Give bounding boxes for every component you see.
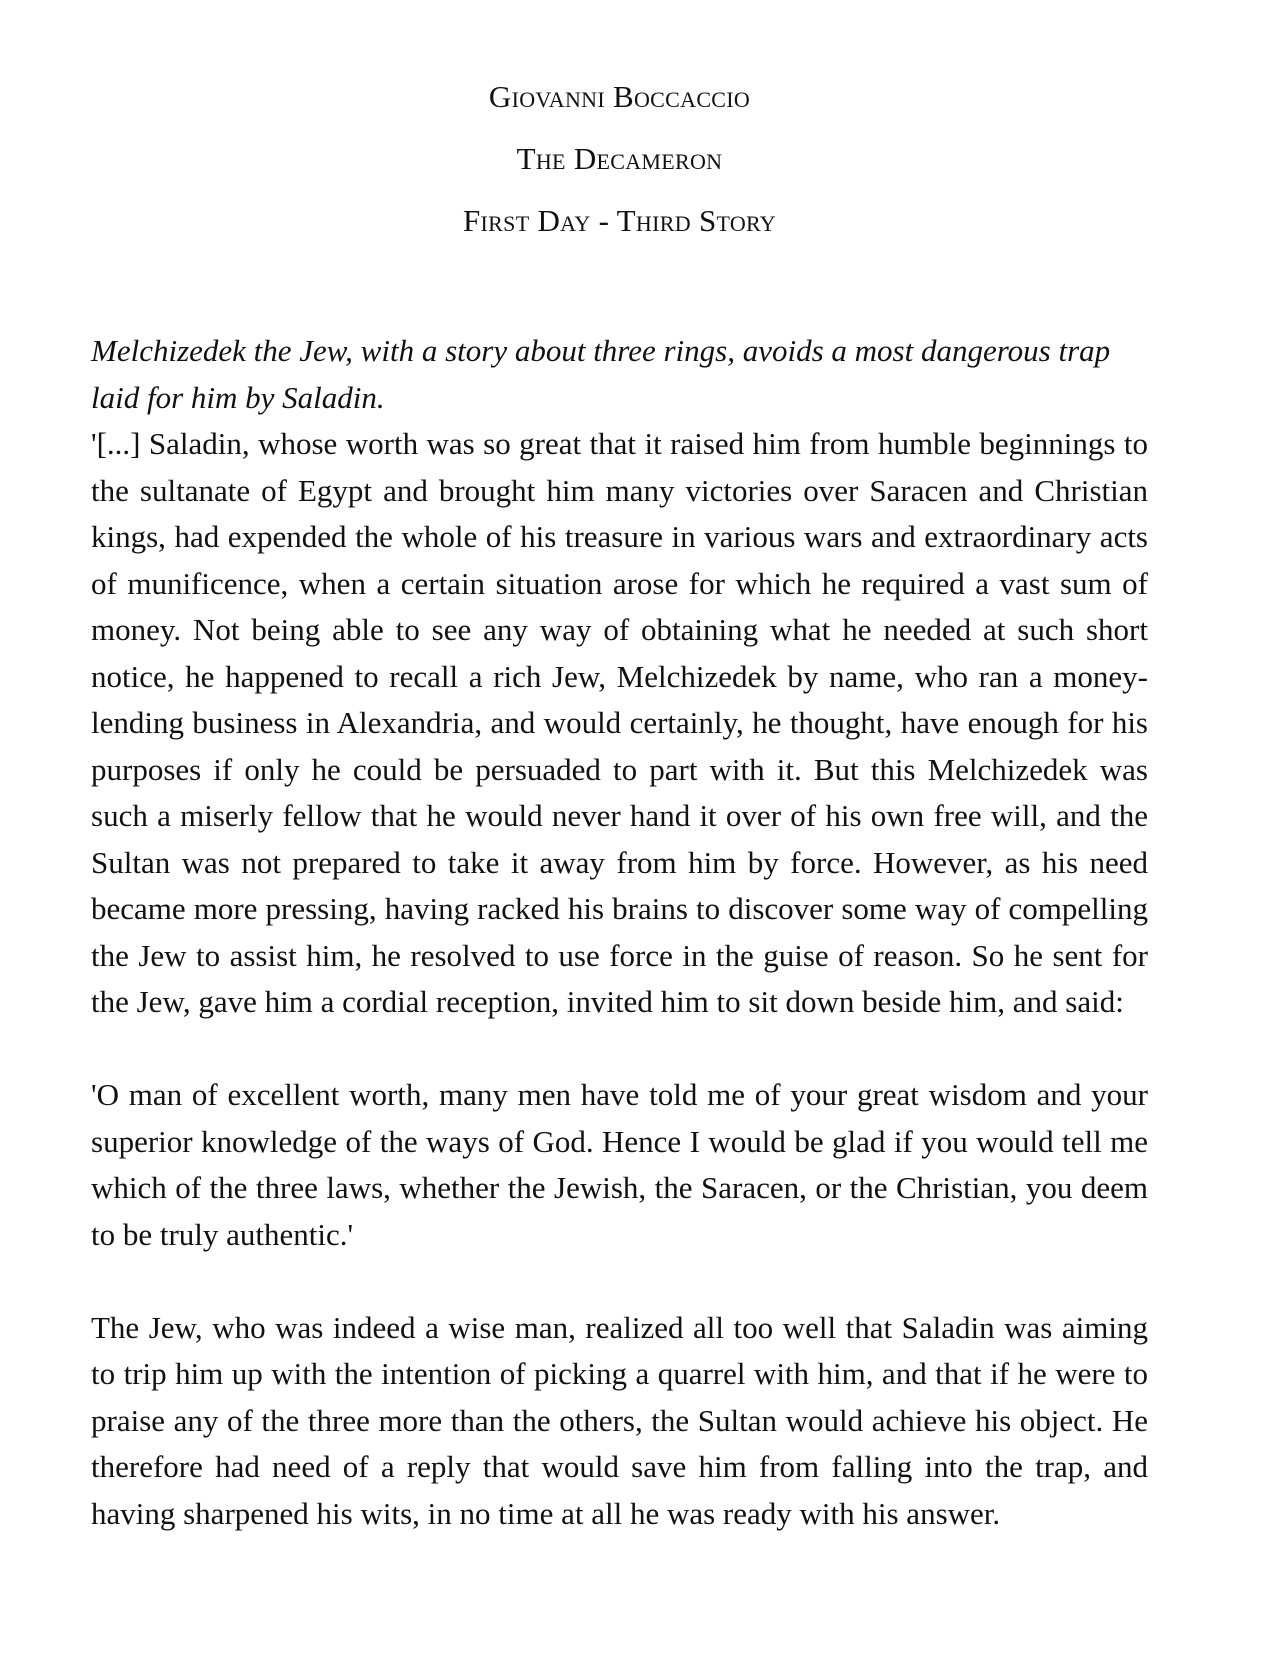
author-name: Giovanni Boccaccio <box>488 79 751 114</box>
section-title: First Day - Third Story <box>463 203 776 238</box>
story-text <box>91 328 1148 1537</box>
book-title: The Decameron <box>516 141 723 176</box>
paragraph-jew-reply: The Jew, who was indeed a wise man, realized all too well that Saladin was aiming to trip him up with the intention of picking a quarrel with him, and that if he were to praise any of the three more than the others, the Sultan would achieve his object. He therefore had need of a reply that would save him from falling into the trap, and having sharpened his wits, in no time at all he was ready with his answer. <box>91 1309 1148 1531</box>
document-page <box>91 0 1148 1537</box>
story-summary: Melchizedek the Jew, with a story about three rings, avoids a most dangerous trap laid for him by Saladin. <box>91 333 1111 415</box>
paragraph-saladin-intro: '[...] Saladin, whose worth was so great that it raised him from humble beginnings to the sultanate of Egypt and brought him many victories over Saracen and Christian kings, had expended the whole of his treasure in various wars and extraordinary acts of munificence, when a certain situation arose for which he required a vast sum of money. Not being able to see any way of obtaining what he needed at such short notice, he happened to recall a rich Jew, Melchizedek by name, who ran a money-lending business in Alexandria, and would certainly, he thought, have enough for his purposes if only he could be persuaded to part with it. But this Melchizedek was such a miserly fellow that he would never hand it over of his own free will, and the Sultan was not prepared to take it away from him by force. However, as his need became more pressing, having racked his brains to discover some way of compelling the Jew to assist him, he resolved to use force in the guise of reason. So he sent for the Jew, gave him a cordial reception, invited him to sit down beside him, and said: <box>91 426 1148 1019</box>
paragraph-saladin-question: 'O man of excellent worth, many men have told me of your great wisdom and your superior knowledge of the ways of God. Hence I would be glad if you would tell me which of the three laws, whether the Jewish, the Saracen, or the Christian, you deem to be truly authentic.' <box>91 1077 1148 1252</box>
document-header <box>91 66 1148 252</box>
